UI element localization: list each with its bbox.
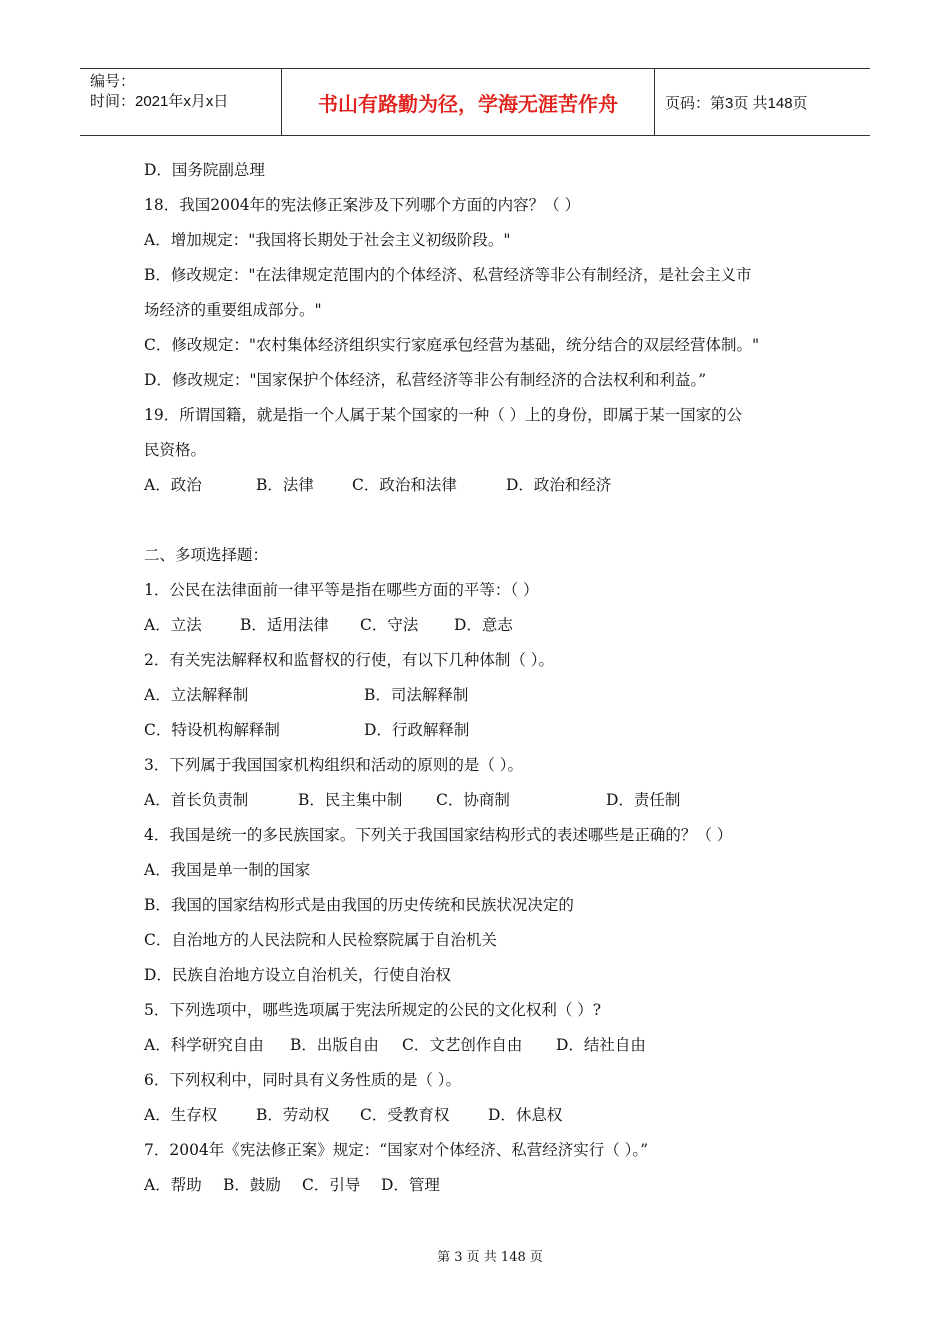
option: D．管理 xyxy=(381,1176,440,1194)
option: A．我国是单一制的国家 xyxy=(144,861,311,879)
option: A．首长负责制 xyxy=(144,791,249,809)
text-line: D．国务院副总理 xyxy=(144,161,265,179)
q6-options xyxy=(144,1098,824,1133)
page-header xyxy=(80,68,870,136)
section-title: 二、多项选择题： xyxy=(144,546,269,564)
q2-options-row2 xyxy=(144,713,824,748)
text-line: D．修改规定："国家保护个体经济，私营经济等非公有制经济的合法权利和利益。” xyxy=(144,371,707,389)
option: C．协商制 xyxy=(436,791,510,809)
option: D．政治和经济 xyxy=(506,476,612,494)
option: B．法律 xyxy=(256,476,314,494)
option: B．司法解释制 xyxy=(364,686,469,704)
option: B．鼓励 xyxy=(223,1176,281,1194)
option: C．特设机构解释制 xyxy=(144,721,280,739)
option: A．生存权 xyxy=(144,1106,218,1124)
header-motto: 书山有路勤为径，学海无涯苦作舟 xyxy=(282,69,655,135)
question-4: 4．我国是统一的多民族国家。下列关于我国国家结构形式的表述哪些是正确的？（ ） xyxy=(144,826,733,844)
option: B．我国的国家结构形式是由我国的历史传统和民族状况决定的 xyxy=(144,896,574,914)
option: D．行政解释制 xyxy=(364,721,470,739)
q1-options xyxy=(144,608,824,643)
option: A．帮助 xyxy=(144,1176,202,1194)
header-page-info: 页码：第3页 共148页 xyxy=(665,94,808,112)
question-2: 2．有关宪法解释权和监督权的行使，有以下几种体制（ ）。 xyxy=(144,651,555,669)
number-label: 编号： xyxy=(90,73,136,90)
date-label: 时间：2021年x月x日 xyxy=(90,93,229,110)
option: C．引导 xyxy=(302,1176,361,1194)
question-18: 18．我国2004年的宪法修正案涉及下列哪个方面的内容？（ ） xyxy=(144,196,581,214)
option: D．休息权 xyxy=(488,1106,563,1124)
question-5: 5．下列选项中，哪些选项属于宪法所规定的公民的文化权利（ ）? xyxy=(144,1001,602,1019)
option: A．立法 xyxy=(144,616,202,634)
option: D．结社自由 xyxy=(556,1036,646,1054)
option: D．意志 xyxy=(454,616,513,634)
q7-options xyxy=(144,1168,824,1203)
header-meta xyxy=(80,69,282,135)
option: D．民族自治地方设立自治机关，行使自治权 xyxy=(144,966,451,984)
question-6: 6．下列权利中，同时具有义务性质的是（ ）。 xyxy=(144,1071,462,1089)
question-3: 3．下列属于我国国家机构组织和活动的原则的是（ ）。 xyxy=(144,756,524,774)
q5-options xyxy=(144,1028,824,1063)
option: B．劳动权 xyxy=(256,1106,330,1124)
question-19: 19．所谓国籍，就是指一个人属于某个国家的一种（ ）上的身份，即属于某一国家的公 xyxy=(144,406,743,424)
document-body xyxy=(144,153,824,1203)
option: B．适用法律 xyxy=(240,616,329,634)
text-line: 场经济的重要组成部分。" xyxy=(144,301,322,319)
option: A．政治 xyxy=(144,476,202,494)
text-line: A．增加规定："我国将长期处于社会主义初级阶段。" xyxy=(144,231,511,249)
text-line: C．修改规定："农村集体经济组织实行家庭承包经营为基础，统分结合的双层经营体制。" xyxy=(144,336,760,354)
option: C．守法 xyxy=(360,616,419,634)
option: C．受教育权 xyxy=(360,1106,450,1124)
option: B．民主集中制 xyxy=(298,791,403,809)
option: A．科学研究自由 xyxy=(144,1036,264,1054)
option: B．出版自由 xyxy=(290,1036,379,1054)
option: C．自治地方的人民法院和人民检察院属于自治机关 xyxy=(144,931,497,949)
option: C．政治和法律 xyxy=(352,476,457,494)
option: A．立法解释制 xyxy=(144,686,249,704)
q2-options-row1 xyxy=(144,678,824,713)
q19-options xyxy=(144,468,824,503)
text-line: 民资格。 xyxy=(144,441,207,459)
q3-options xyxy=(144,783,824,818)
option: C．文艺创作自由 xyxy=(402,1036,523,1054)
option: D．责任制 xyxy=(606,791,681,809)
question-7: 7．2004年《宪法修正案》规定：“国家对个体经济、私营经济实行（ ）。” xyxy=(144,1141,649,1159)
text-line: B．修改规定："在法律规定范围内的个体经济、私营经济等非公有制经济，是社会主义市 xyxy=(144,266,752,284)
question-1: 1．公民在法律面前一律平等是指在哪些方面的平等：（ ） xyxy=(144,581,539,599)
page-footer: 第 3 页 共 148 页 xyxy=(437,1250,543,1265)
